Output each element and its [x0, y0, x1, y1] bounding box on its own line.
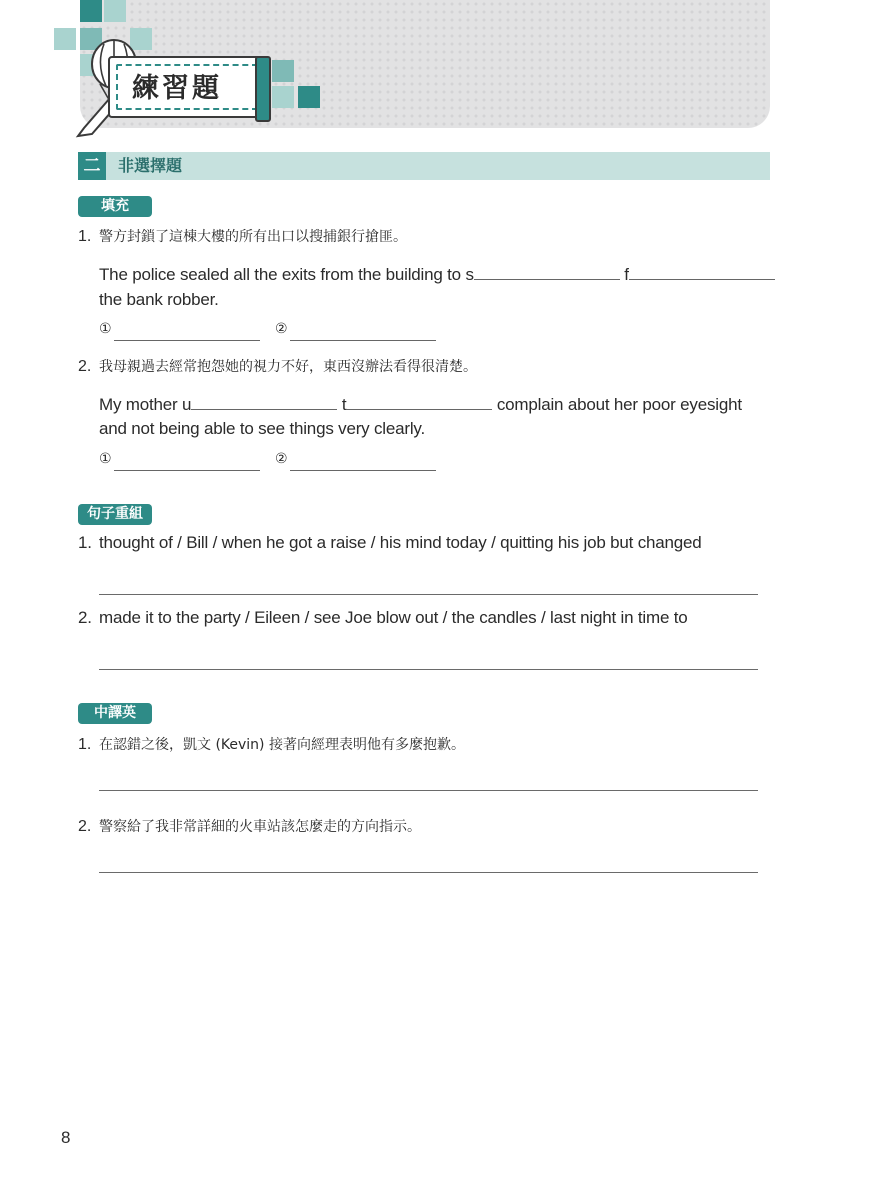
answer-line[interactable]: [99, 790, 758, 791]
sentence-part: t: [341, 395, 347, 414]
answer-mark-1: ①: [99, 321, 112, 337]
page-number: 8: [61, 1128, 71, 1147]
answer-blank-2[interactable]: [290, 340, 436, 341]
fill-in-q2-sentence-cont: and not being able to see things very clearly.: [99, 419, 425, 438]
question-text: thought of / Bill / when he got a raise / his mind today / quitting his job but changed: [99, 533, 702, 552]
blank-field[interactable]: [191, 393, 337, 410]
fill-in-q2-sentence: [99, 393, 742, 415]
question-number: 1.: [78, 533, 92, 552]
answer-mark-1: ①: [99, 451, 112, 467]
question-text: 警方封鎖了這棟大樓的所有出口以搜捕銀行搶匪。: [99, 229, 407, 245]
question-text: 在認錯之後，凱文 (Kevin) 接著向經理表明他有多麼抱歉。: [99, 737, 465, 753]
answer-blank-1[interactable]: [114, 470, 260, 471]
fill-in-q1-sentence: [99, 263, 775, 285]
question-text: made it to the party / Eileen / see Joe blow out / the candles / last night in time to: [99, 608, 688, 627]
reorder-q1: [78, 533, 702, 553]
section-header: [78, 152, 770, 180]
question-number: 2.: [78, 608, 92, 627]
fill-in-q1-prompt: [78, 226, 407, 246]
answer-blank-1[interactable]: [114, 340, 260, 341]
translate-q2: [78, 816, 421, 836]
section-number: 二: [78, 152, 106, 180]
banner-scroll-end: [255, 56, 271, 122]
fill-in-q1-sentence-cont: the bank robber.: [99, 290, 219, 309]
title-banner: [108, 56, 266, 118]
answer-mark-2: ②: [275, 451, 288, 467]
fill-in-q2-prompt: [78, 356, 477, 376]
fill-in-tag: 填充: [78, 196, 152, 217]
reorder-q2: [78, 608, 688, 628]
translate-q1: [78, 734, 465, 754]
sentence-part: The police sealed all the exits from the building to s: [99, 265, 474, 284]
answer-line[interactable]: [99, 669, 758, 670]
reorder-tag: 句子重組: [78, 504, 152, 525]
question-text: 我母親過去經常抱怨她的視力不好，東西沒辦法看得很清楚。: [99, 359, 477, 375]
blank-field[interactable]: [474, 263, 620, 280]
blank-field[interactable]: [629, 263, 775, 280]
answer-line[interactable]: [99, 594, 758, 595]
answer-line[interactable]: [99, 872, 758, 873]
sentence-part: My mother u: [99, 395, 192, 414]
question-number: 1.: [78, 228, 92, 245]
blank-field[interactable]: [346, 393, 492, 410]
sentence-part: complain about her poor eyesight: [496, 395, 742, 414]
question-text: 警察給了我非常詳細的火車站該怎麼走的方向指示。: [99, 819, 421, 835]
answer-mark-2: ②: [275, 321, 288, 337]
section-title: 非選擇題: [118, 156, 183, 175]
answer-blank-2[interactable]: [290, 470, 436, 471]
translate-tag: 中譯英: [78, 703, 152, 724]
page-title: 練習題: [132, 73, 222, 104]
question-number: 1.: [78, 736, 92, 753]
sentence-part: f: [624, 265, 629, 284]
question-number: 2.: [78, 818, 92, 835]
question-number: 2.: [78, 358, 92, 375]
